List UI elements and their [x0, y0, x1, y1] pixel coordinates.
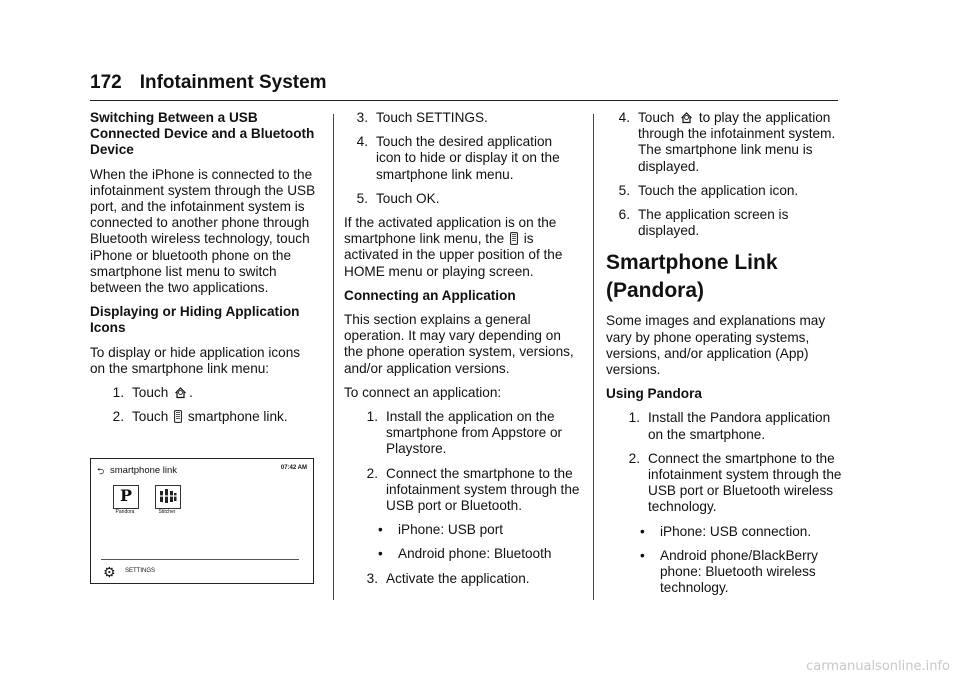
list-item: 2. Touch smartphone link.: [112, 409, 288, 425]
column-1: [90, 110, 318, 433]
para-general-operation: This section explains a general operation. It may vary depending on the phone operation system, versions, and/or application versions.: [344, 312, 574, 376]
pandora-app-icon: P: [113, 485, 139, 509]
list-item: 3. Activate the application.: [366, 570, 530, 586]
column-divider-2: [593, 114, 594, 600]
list-item: 3. Touch SETTINGS.: [356, 110, 488, 125]
page-header: [90, 72, 327, 94]
list-item: 1. Install the Pandora application on the smartphone.: [628, 410, 831, 442]
heading-connecting: Connecting an Application: [344, 287, 516, 303]
list-item: • iPhone: USB connection.: [640, 523, 812, 539]
smartphone-link-screen-illustration: [90, 458, 314, 584]
list-item: 2. Connect the smartphone to the infotainment system through the USB port or Bluetooth.: [366, 465, 580, 514]
para-activated-app: If the activated application is on the smartphone link menu, the is activated in the upper position of the HOME menu or playing screen.: [344, 215, 563, 279]
list-item: 6. The application screen is displayed.: [618, 207, 789, 239]
para-to-connect: To connect an application:: [344, 384, 502, 400]
stitcher-logo-icon: [157, 486, 179, 506]
steps-connect: [344, 409, 580, 514]
settings-label: SETTINGS: [125, 568, 156, 574]
header-rule: [90, 100, 838, 101]
list-item: • Android phone/BlackBerry phone: Bluetooth wireless technology.: [640, 547, 818, 596]
page-number: 172: [90, 72, 122, 93]
heading-display-hide: Displaying or Hiding Application Icons: [90, 304, 300, 336]
home-icon: [174, 386, 187, 399]
section-heading-pandora: Smartphone Link (Pandora): [606, 251, 778, 303]
para-display-hide: To display or hide application icons on the smartphone link menu:: [90, 344, 301, 376]
steps-activate: [344, 571, 580, 587]
watermark: carmanualsonline.info: [806, 659, 950, 674]
stitcher-app-icon: [155, 485, 181, 509]
gear-icon: ⚙: [103, 564, 116, 580]
smartphone-icon: [510, 232, 518, 245]
steps-pandora: [606, 410, 842, 515]
para-switching: When the iPhone is connected to the infotainment system through the USB port, and the infotainment system is connected to another phone through Bluetooth wireless technology, touch iPhone or bluetooth phone on the smartphone list menu to switch between the two applications.: [90, 166, 316, 296]
pandora-app-label: Pandora: [115, 509, 135, 515]
list-item: 1. Install the application on the smartphone from Appstore or Playstore.: [366, 409, 563, 457]
smartphone-icon: [174, 410, 182, 423]
list-item: 5. Touch the application icon.: [618, 182, 799, 198]
list-item: 2. Connect the smartphone to the infotainment system through the USB port or Bluetooth wireless technology.: [628, 450, 842, 515]
steps-display-hide: [90, 385, 318, 425]
screen-time: 07:42 AM: [280, 465, 307, 471]
column-3: [606, 110, 842, 604]
back-arrow-icon: ⮌: [97, 466, 105, 476]
heading-using-pandora: Using Pandora: [606, 386, 702, 402]
steps-play: [606, 110, 842, 239]
list-item: • Android phone: Bluetooth: [378, 546, 552, 562]
section-title: Infotainment System: [139, 72, 327, 93]
list-item: 5. Touch OK.: [356, 190, 440, 206]
list-item: 4. Touch the desired application icon to hide or display it on the smartphone link menu.: [356, 134, 560, 182]
home-icon: [680, 111, 693, 124]
screen-title: smartphone link: [110, 465, 178, 476]
screen-divider: [101, 559, 299, 560]
connection-bullets: [344, 522, 580, 562]
heading-switching: Switching Between a USB Connected Device and a Bluetooth Device: [90, 110, 315, 158]
list-item: 1. Touch .: [112, 385, 193, 401]
list-item: 4. Touch to play the application through the infotainment system. The smartphone link menu is displayed.: [618, 110, 836, 174]
stitcher-app-label: Stitcher: [158, 509, 176, 515]
column-divider-1: [333, 114, 334, 600]
steps-continued: [344, 110, 580, 207]
column-2: [344, 110, 580, 595]
para-pandora-note: Some images and explanations may vary by phone operating systems, versions, and/or application (App) versions.: [606, 313, 826, 378]
pandora-bullets: [606, 524, 842, 597]
list-item: • iPhone: USB port: [378, 522, 504, 538]
